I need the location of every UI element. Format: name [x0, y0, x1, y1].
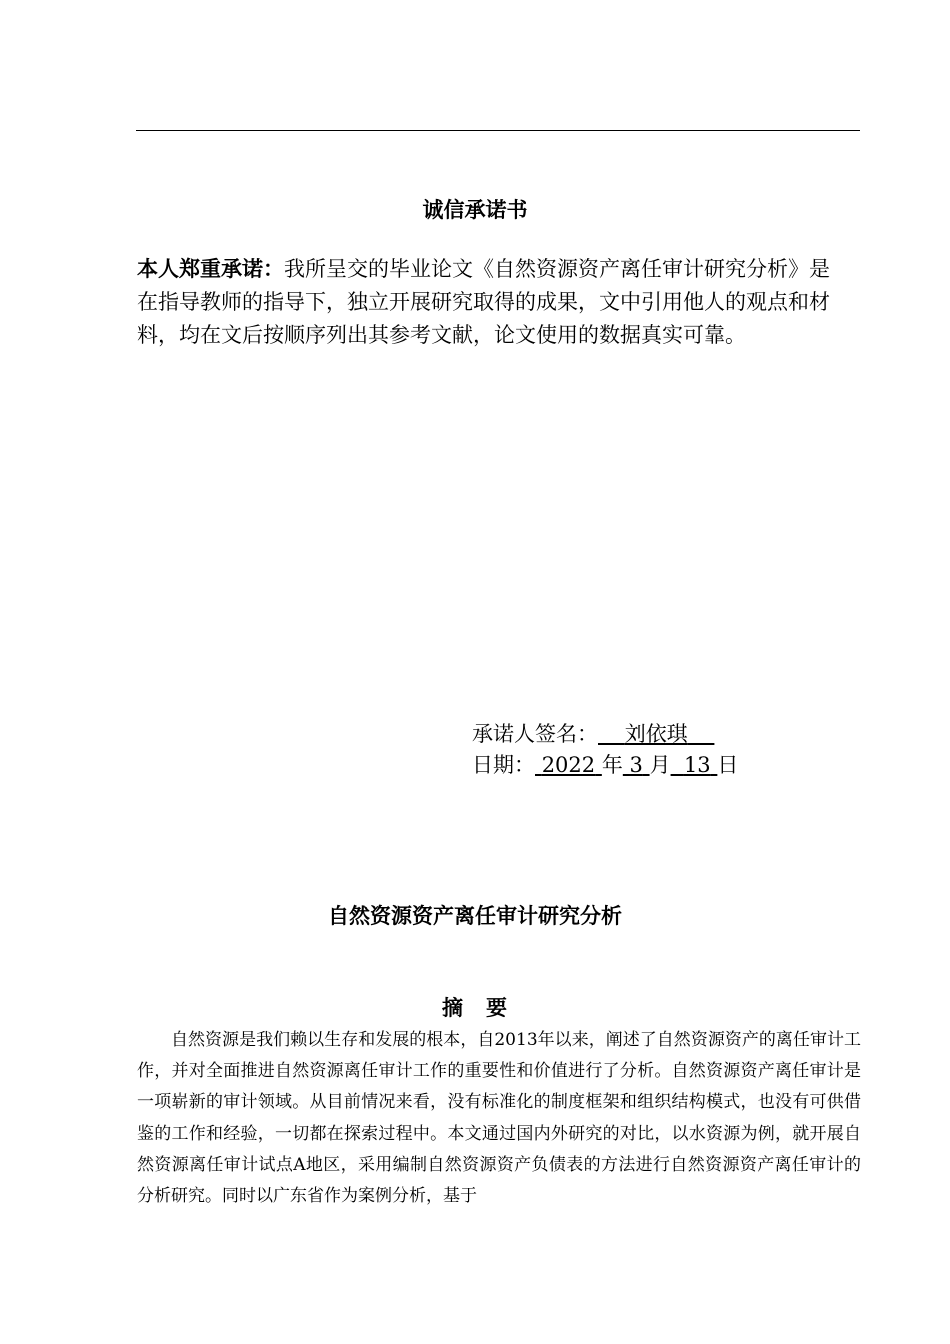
year-unit: 年 [601, 753, 623, 777]
header-rule [136, 130, 860, 131]
abstract-text: 自然资源是我们赖以生存和发展的根本，自2013年以来，阐述了自然资源资产的离任审计工作，并对全面推进自然资源离任审计工作的重要性和价值进行了分析。自然资源资产离任审计是一项崭新的审计领域。从目前情况来看，没有标准化的制度框架和组织结构模式，也没有可供借鉴的工作和经验，一切都在探索过程中。本文通过国内外研究的对比，以水资源为例，就开展自然资源离任审计试点A地区，采用编制自然资源资产负债表的方法进行自然资源资产离任审计的分析研究。同时以广东省作为案例分析，基于 [137, 1030, 861, 1207]
pledge-paragraph [137, 252, 837, 352]
signature-name: 刘依琪 [624, 722, 688, 746]
date-line [472, 750, 738, 780]
day-unit: 日 [717, 753, 739, 777]
date-month: 3 [629, 753, 643, 777]
pledge-title: 诚信承诺书 [422, 197, 528, 222]
date-year: 2022 [541, 753, 596, 777]
abstract-heading: 摘 要 [442, 995, 508, 1020]
pledge-lead: 本人郑重承诺： [137, 256, 284, 281]
signature-label: 承诺人签名： [472, 722, 598, 746]
signature-line [472, 719, 714, 749]
date-label: 日期： [472, 753, 535, 777]
date-day: 13 [683, 753, 711, 777]
paper-title: 自然资源资产离任审计研究分析 [328, 903, 622, 928]
month-unit: 月 [649, 753, 671, 777]
pledge-body: 我所呈交的毕业论文《自然资源资产离任审计研究分析》是在指导教师的指导下，独立开展研究取得的成果，文中引用他人的观点和材料，均在文后按顺序列出其参考文献，论文使用的数据真实可靠。 [137, 257, 830, 347]
